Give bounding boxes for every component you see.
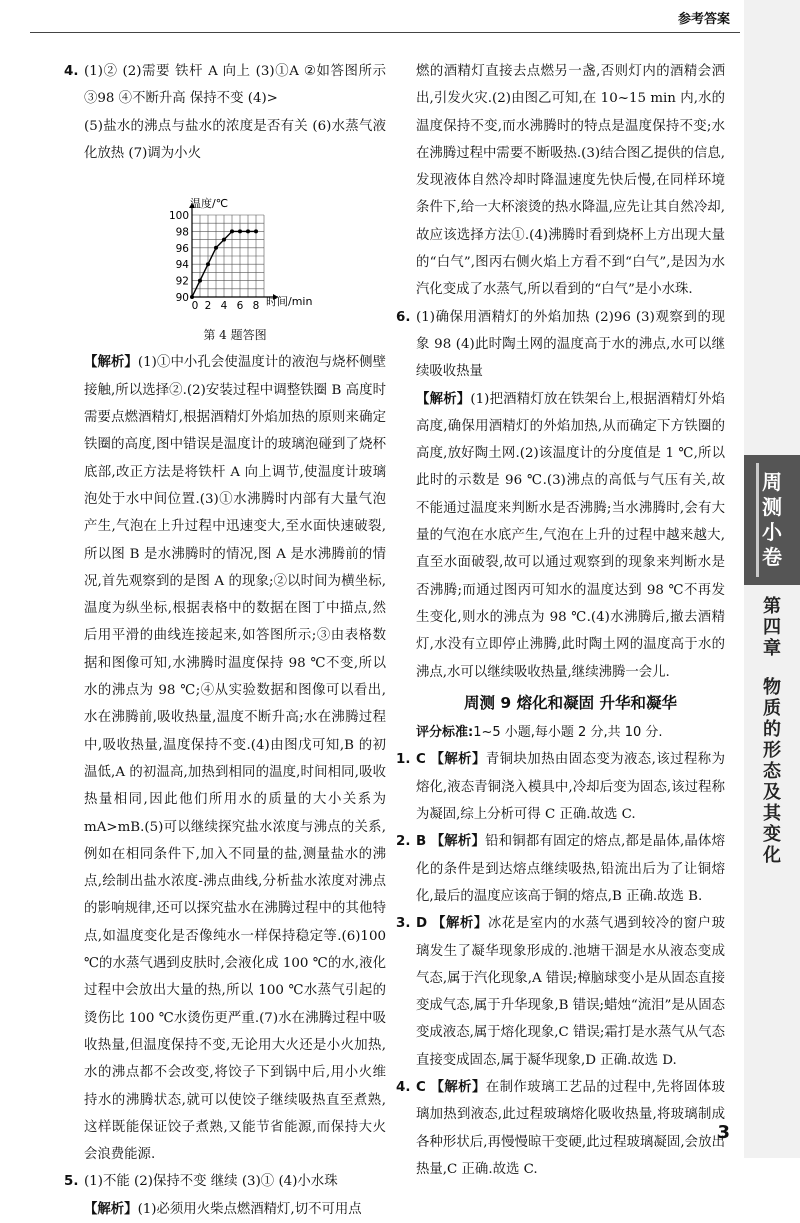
chapter-char: 四 (763, 617, 781, 638)
item-text: 冰花是室内的水蒸气遇到较冷的窗户玻璃发生了凝华现象形成的.池塘干涸是水从液态变成气态,属于汽化现象,A 错误;樟脑球变小是从固态直接变成气态,属于升华现象,B 错误;蜡烛“流泪”是从固态变成液态,属于熔化现象,C 错误;霜打是水蒸气从气态直接变成固态,属于凝华现象,D 正确.故选 D. (416, 916, 726, 1068)
score-text: 1~5 小题,每小题 2 分,共 10 分. (473, 725, 663, 741)
data-point (214, 246, 218, 250)
side-tab (744, 0, 800, 1158)
tab-char: 测 (762, 495, 782, 519)
x-tick-label: 6 (236, 300, 244, 313)
item-4 (396, 1074, 725, 1183)
x-axis-label: 时间/min (266, 295, 313, 309)
x-tick-label: 0 (191, 300, 199, 313)
item-text: 铅和铜都有固定的熔点,都是晶体,晶体熔化的条件是到达熔点继续吸热,铅流出后为了让铜熔化,最后的温度应该高于铜的熔点,B 正确.故选 B. (416, 834, 726, 904)
y-tick-label: 96 (175, 242, 189, 255)
y-tick-label: 94 (175, 259, 189, 272)
answer-letter: B (416, 834, 427, 850)
chapter-title-char: 化 (763, 845, 781, 866)
item-number: 1. (396, 752, 411, 768)
y-tick-label: 92 (175, 275, 189, 288)
analysis-tag: 【解析】 (84, 355, 138, 371)
chapter-title-char: 质 (763, 698, 781, 719)
q4-number: 4. (64, 64, 79, 79)
tab-char: 卷 (762, 545, 782, 569)
q5-analysis (84, 1196, 386, 1223)
q4-answer-b (84, 113, 386, 168)
analysis-tag: 【解析】 (84, 1201, 138, 1217)
item-3 (396, 910, 726, 1074)
data-point (254, 230, 258, 234)
page-number: 3 (717, 1122, 730, 1143)
chapter-title-char: 的 (763, 719, 781, 740)
x-tick-label: 4 (220, 300, 228, 313)
score-label: 评分标准: (416, 725, 474, 741)
q5-answer-text: (1)不能 (2)保持不变 继续 (3)① (4)小水珠 (84, 1174, 338, 1190)
tab-char: 小 (762, 520, 782, 544)
y-tick-label: 90 (175, 292, 189, 305)
q5-answer (64, 1168, 386, 1195)
tab-char: 周 (762, 470, 782, 494)
x-tick-label: 2 (204, 300, 212, 313)
analysis-tag: 【解析】 (430, 834, 486, 850)
y-tick-label: 98 (175, 226, 189, 239)
q4-answer (64, 58, 386, 113)
chapter-title-char: 变 (763, 824, 781, 845)
item-text: 在制作玻璃工艺品的过程中,先将固体玻璃加热到液态,此过程玻璃熔化吸收热量,将玻璃制成各种形状后,再慢慢晾干变硬,此过程玻璃凝固,会放出热量,C 正确.故选 C. (416, 1079, 725, 1177)
chart-grid (192, 215, 264, 297)
q4-figure-caption: 第 4 题答图 (203, 328, 267, 343)
section-title: 周测 9 熔化和凝固 升华和凝华 (464, 693, 677, 712)
item-number: 3. (396, 916, 411, 932)
q4-analysis-text: (1)①中小孔会使温度计的液泡与烧杯侧壁接触,所以选择②.(2)安装过程中调整铁圈 B 高度时需要点燃酒精灯,根据酒精灯外焰加热的原则来确定铁圈的高度,图中错误是温度计的玻璃泡碰到了烧杯底部,改正方法是将铁杆 A 向上调节,使温度计玻璃泡处于水中间位置.(3)①水沸腾时内部有大量气泡产生,气泡在上升过程中迅速变大,至水面快速破裂,所以图 B 是水沸腾时的情况,图 A 是水沸腾前的情况,首先观察到的是图 A 的现象;②以时间为横坐标,温度为纵坐标,根据表格中的数据在图丁中描点,然后用平滑的曲线连接起来,如答图所示;③由表格数据和图像可知,水沸腾时温度保持 98 ℃不变,所以水的沸点为 98 ℃;④从实验数据和图像可以看出,水在沸腾前,吸收热量,温度不断升高;水在沸腾过程中,吸收热量,温度保持不变.(4)由图戊可知,B 的初温低,A 的初温高,加热到相同的温度,时间相同,吸收热量相同,因此他们所用水的质量的大小关系为 mA>mB.(5)可以继续探究盐水浓度与沸点的关系,例如在相同条件下,加入不同量的盐,测量盐水的沸点,绘制出盐水浓度-沸点曲线,分析盐水浓度对沸点的影响规律,还可以探究盐水在沸腾过程中的其他特点,如温度变化是否像纯水一样保持稳定等.(6)100 ℃的水蒸气遇到皮肤时,会液化成 100 ℃的水,液化过程中会放出大量的热,所以 100 ℃水蒸气引起的烫伤比 100 ℃水烫伤更严重.(7)水在沸腾过程中吸收热量,但温度保持不变,无论用大火还是小火加热,水的沸点都不会改变,将饺子下到锅中后,用小火维持水的沸腾状态,就可以使饺子继续吸热直至煮熟,这样既能保证饺子煮熟,又能节省能源,而保持大火会浪费能源. (84, 355, 387, 1163)
analysis-tag: 【解析】 (416, 391, 471, 407)
data-point (238, 230, 242, 234)
chart-ticks (169, 196, 313, 312)
chapter-label (744, 596, 800, 866)
analysis-tag: 【解析】 (430, 752, 486, 768)
q6-answer (396, 304, 725, 386)
q5-number: 5. (64, 1174, 79, 1190)
q6-analysis-text: (1)把酒精灯放在铁架台上,根据酒精灯外焰高度,确保用酒精灯的外焰加热,从而确定下方铁圈的高度,放好陶土网.(2)该温度计的分度值是 1 ℃,所以此时的示数是 96 ℃.(3)沸点的高低与气压有关,故不能通过温度来判断水是否沸腾;当水沸腾时,会有大量的气泡在水底产生,气泡在上升的过程中越来越大,直至水面破裂,故可以通过观察到的现象来判断水是否沸腾;而通过图丙可知水的温度达到 98 ℃不再发生变化,则水的沸点为 98 ℃.(4)水沸腾后,撤去酒精灯,水没有立即停止沸腾,此时陶土网的温度高于水的沸点,水可以继续吸收热量,继续沸腾一会儿. (416, 391, 726, 680)
chart-axes (189, 203, 278, 300)
data-point (206, 262, 210, 266)
chapter-char: 第 (763, 596, 781, 617)
chapter-title-char: 及 (763, 782, 781, 803)
left-column (64, 58, 387, 1223)
q4-answer-text-b: (5)盐水的沸点与盐水的浓度是否有关 (6)水蒸气液化放热 (7)调为小火 (84, 118, 386, 161)
q6-number: 6. (396, 309, 411, 325)
q4-answer-text-a: (1)② (2)需要 铁杆 A 向上 (3)①A ②如答图所示 ③98 ④不断升高 保持不变 (4)> (84, 64, 386, 107)
analysis-tag: 【解析】 (430, 1079, 486, 1095)
y-tick-label: 100 (168, 210, 189, 223)
data-point (246, 230, 250, 234)
data-point (222, 238, 226, 242)
q4-chart (84, 167, 386, 317)
y-axis-label: 温度/℃ (190, 197, 229, 211)
answer-letter: D (416, 916, 428, 932)
chapter-char: 章 (763, 638, 781, 659)
item-1 (396, 746, 725, 828)
right-column (396, 58, 726, 1183)
score-standard (416, 719, 725, 746)
item-text: 青铜块加热由固态变为液态,该过程称为熔化,液态青铜浇入模具中,冷却后变为固态,该过程称为凝固,综上分析可得 C 正确.故选 C. (416, 752, 725, 823)
item-number: 2. (396, 834, 411, 850)
header-rule (30, 32, 740, 33)
analysis-tag: 【解析】 (431, 916, 488, 932)
data-point (190, 295, 194, 299)
q6-analysis (416, 386, 725, 686)
x-tick-label: 8 (252, 300, 260, 313)
chapter-title-char: 物 (763, 677, 781, 698)
chapter-title-char: 其 (763, 803, 781, 824)
item-2 (396, 828, 726, 910)
q6-answer-text: (1)确保用酒精灯的外焰加热 (2)96 (3)观察到的现象 98 (4)此时陶土网的温度高于水的沸点,水可以继续吸收热量 (416, 309, 725, 380)
chapter-title-char: 态 (763, 761, 781, 782)
chapter-title-char: 形 (763, 740, 781, 761)
answer-letter: C (416, 1079, 426, 1095)
q5-analysis-text: (1)必须用火柴点燃酒精灯,切不可用点 (137, 1201, 362, 1217)
answer-letter: C (416, 752, 426, 768)
data-point (198, 279, 202, 283)
q4-analysis (84, 349, 386, 1168)
q5-analysis-cont: 燃的酒精灯直接去点燃另一盏,否则灯内的酒精会洒出,引发火灾.(2)由图乙可知,在 10~15 min 内,水的温度保持不变,而水沸腾时的特点是温度保持不变;水在沸腾过程中需要不断吸热.(3)结合图乙提供的信息,发现液体自然冷却时降温速度先快后慢,在同样环境条件下,给一大杯滚烫的热水降温,应先让其自然冷却,故应该选择方法①.(4)沸腾时看到烧杯上方出现大量的“白气”,图丙右侧火焰上方看不到“白气”,是因为水汽化变成了水蒸气,所以看到的“白气”是小水珠. (416, 64, 725, 298)
item-number: 4. (396, 1079, 411, 1095)
weekly-quiz-tab[interactable] (744, 455, 800, 585)
data-point (230, 230, 234, 234)
header-title: 参考答案 (677, 12, 730, 27)
